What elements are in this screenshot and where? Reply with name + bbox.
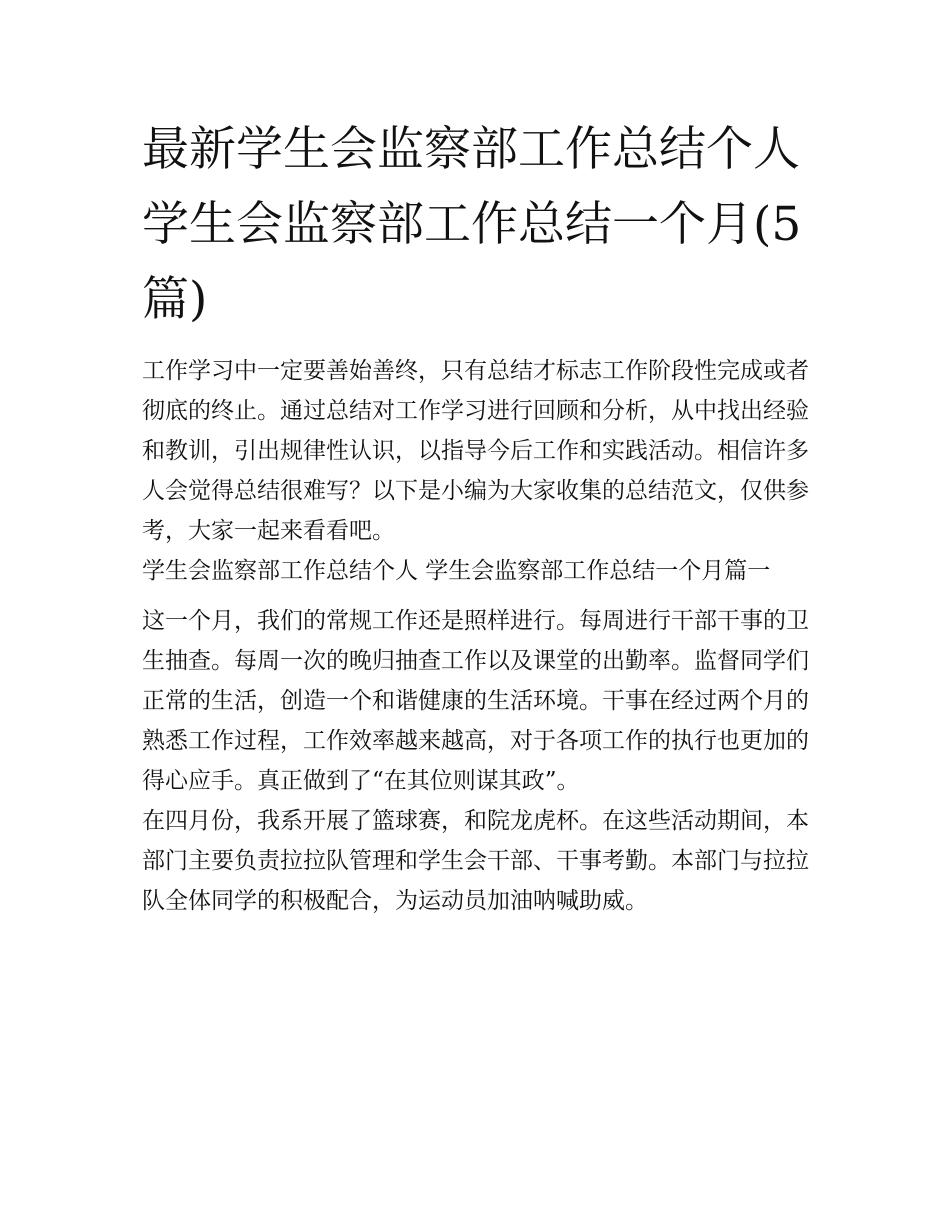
body-paragraph-2: 在四月份，我系开展了篮球赛，和院龙虎杯。在这些活动期间，本部门主要负责拉拉队管理和学生会干部、干事考勤。本部门与拉拉队全体同学的积极配合，为运动员加油呐喊助威。 [142,808,809,914]
document-page [142,112,814,921]
intro-paragraph: 工作学习中一定要善始善终，只有总结才标志工作阶段性完成或者彻底的终止。通过总结对工作学习进行回顾和分析，从中找出经验和教训，引出规律性认识，以指导今后工作和实践活动。相信许多人会觉得总结很难写？以下是小编为大家收集的总结范文，仅供参考，大家一起来看看吧。 [142,358,809,544]
body-paragraph-1: 这一个月，我们的常规工作还是照样进行。每周进行干部干事的卫生抽查。每周一次的晚归抽查工作以及课堂的出勤率。监督同学们正常的生活，创造一个和谐健康的生活环境。干事在经过两个月的熟悉工作过程，工作效率越来越高，对于各项工作的执行也更加的得心应手。真正做到了“在其位则谋其政”。 [142,608,809,794]
section-heading: 学生会监察部工作总结个人 学生会监察部工作总结一个月篇一 [142,558,771,584]
document-title: 最新学生会监察部工作总结个人 学生会监察部工作总结一个月(5篇) [142,122,802,327]
